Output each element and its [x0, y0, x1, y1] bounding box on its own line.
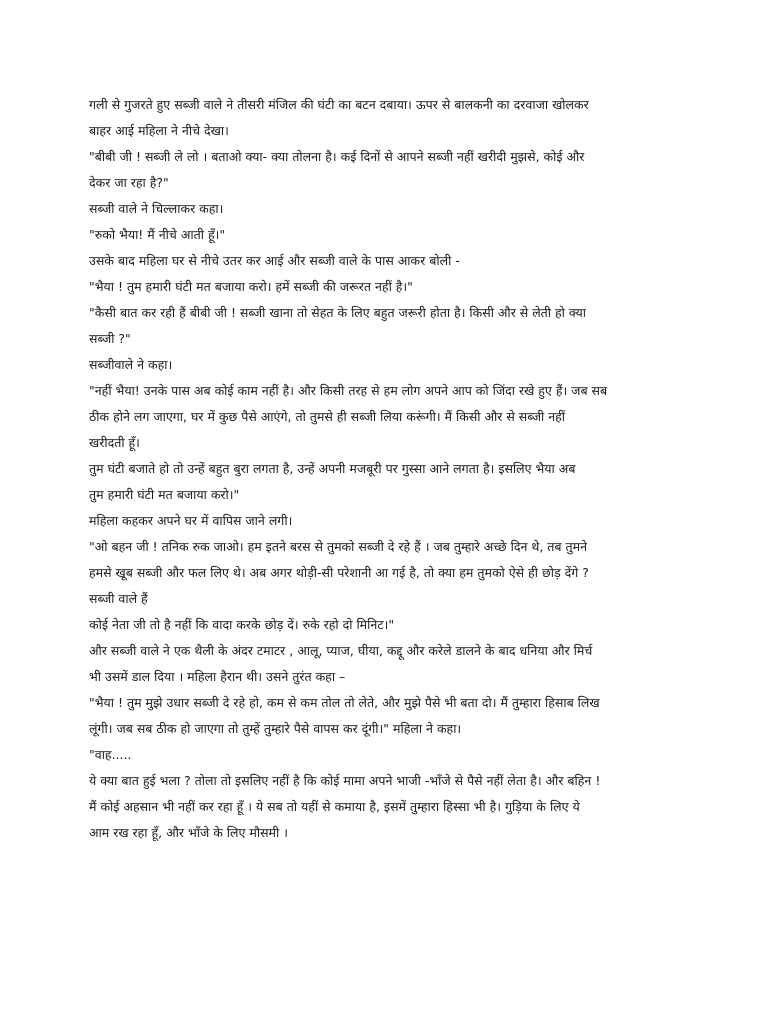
text-line: कोई नेता जी तो है नहीं कि वादा करके छोड़ दें। रुके रहो दो मिनिट।"	[89, 617, 395, 632]
text-line: "बीबी जी ! सब्जी ले लो । बताओ क्या- क्या तोलना है। कई दिनों से आपने सब्जी नहीं खरीदी मुझसे, कोई और	[89, 149, 585, 164]
text-line: गली से गुजरते हुए सब्जी वाले ने तीसरी मंजिल की घंटी का बटन दबाया। ऊपर से बालकनी का दरवाजा खोलकर	[89, 97, 589, 112]
text-line: "भैया ! तुम मुझे उधार सब्जी दे रहे हो, कम से कम तोल तो लेते, और मुझे पैसे भी बता दो। मैं तुम्हारा हिसाब लिख	[89, 695, 600, 710]
text-line: तुम घंटी बजाते हो तो उन्हें बहुत बुरा लगता है, उन्हें अपनी मजबूरी पर गुस्सा आने लगता है। इसलिए भैया अब	[89, 461, 576, 476]
text-line: ठीक होने लग जाएगा, घर में कुछ पैसे आएंगे, तो तुमसे ही सब्जी लिया करूंगी। मैं किसी और से सब्जी नहीं	[89, 409, 566, 424]
text-line: "रुको भैया! मैं नीचे आती हूँ।"	[89, 227, 226, 242]
text-line: आम रख रहा हूँ, और भाँजे के लिए मौसमी ।	[89, 825, 288, 840]
text-line: सब्जी वाले ने चिल्लाकर कहा।	[89, 201, 224, 216]
text-line: "ओ बहन जी ! तनिक रुक जाओ। हम इतने बरस से तुमको सब्जी दे रहे हैं । जब तुम्हारे अच्छे दिन थे, तब तुमने	[89, 539, 588, 554]
text-line: सब्जी वाले हैं	[89, 591, 148, 606]
text-line: लूंगी। जब सब ठीक हो जाएगा तो तुम्हें तुम्हारे पैसे वापस कर दूंगी।" महिला ने कहा।	[89, 721, 462, 736]
text-line: सब्जीवाले ने कहा।	[89, 357, 173, 372]
text-line: ये क्या बात हुई भला ? तोला तो इसलिए नहीं है कि कोई मामा अपने भाजी -भाँजे से पैसे नहीं लेता है। और बहिन !	[89, 773, 601, 788]
text-line: "कैसी बात कर रही हैं बीबी जी ! सब्जी खाना तो सेहत के लिए बहुत जरूरी होता है। किसी और से लेती हो क्या	[89, 305, 587, 320]
text-line: तुम हमारी घंटी मत बजाया करो।"	[89, 487, 240, 502]
text-line: खरीदती हूँ।	[89, 435, 140, 450]
text-line: हमसे खूब सब्जी और फल लिए थे। अब अगर थोड़ी-सी परेशानी आ गई है, तो क्या हम तुमको ऐसे ही छोड़ देंगे ?	[89, 565, 589, 580]
text-line: उसके बाद महिला घर से नीचे उतर कर आई और सब्जी वाले के पास आकर बोली -	[89, 253, 460, 268]
text-line: देकर जा रहा है?"	[89, 175, 169, 190]
text-line: महिला कहकर अपने घर में वापिस जाने लगी।	[89, 513, 293, 528]
text-line: और सब्जी वाले ने एक थैली के अंदर टमाटर , आलू, प्याज, घीया, कद्दू और करेले डालने के बाद धनिया और मिर्च	[89, 643, 593, 658]
text-line: "भैया ! तुम हमारी घंटी मत बजाया करो। हमें सब्जी की जरूरत नहीं है।"	[89, 279, 413, 294]
text-line: बाहर आई महिला ने नीचे देखा।	[89, 123, 229, 138]
text-line: सब्जी ?"	[89, 331, 131, 346]
text-line: मैं कोई अहसान भी नहीं कर रहा हूँ । ये सब तो यहीं से कमाया है, इसमें तुम्हारा हिस्सा भी है। गुड़िया के लिए ये	[89, 799, 580, 814]
text-line: "नहीं भैया! उनके पास अब कोई काम नहीं है। और किसी तरह से हम लोग अपने आप को जिंदा रखे हुए हैं। जब सब	[89, 383, 608, 398]
story-text	[89, 92, 679, 846]
text-line: "वाह.....	[89, 747, 132, 762]
text-line: भी उसमें डाल दिया । महिला हैरान थी। उसने तुरंत कहा –	[89, 669, 346, 684]
